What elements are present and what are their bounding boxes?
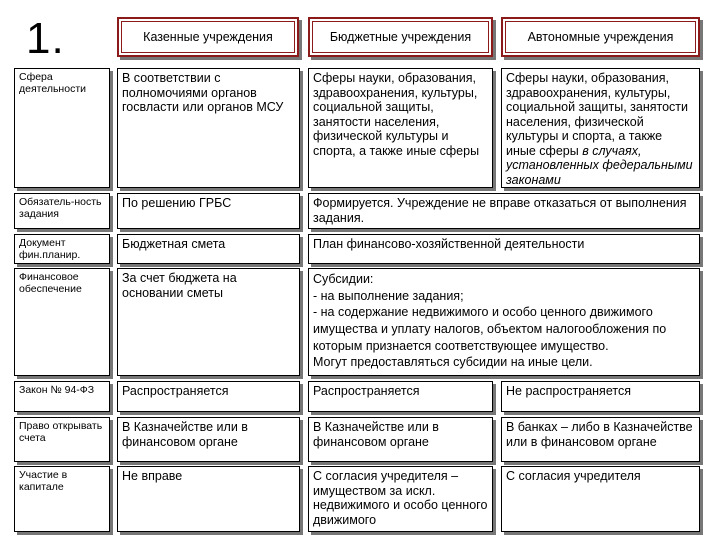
row-label-pravo: Право открывать счета (14, 417, 110, 462)
cell-zakon-avtonomnye: Не распространяется (501, 381, 700, 412)
row-label-dokument: Документ фин.планир. (14, 234, 110, 264)
row-label-zakon: Закон № 94-ФЗ (14, 381, 110, 412)
cell-finansovoe-byudzhetnye-avtonomnye (308, 268, 700, 376)
cell-pravo-byudzhetnye: В Казначействе или в финансовом органе (308, 417, 493, 462)
cell-sfera-avtonomnye-text: Сферы науки, образования, здравоохранения, культуры, социальной защиты, занятости населения, физической культуры и спорта, а также иные сферы (506, 71, 689, 158)
cell-uchastie-avtonomnye: С согласия учредителя (501, 466, 700, 532)
row-label-zadanie: Обязатель-ность задания (14, 193, 110, 229)
row-label-sfera: Сфера деятельности (14, 68, 110, 188)
header-byudzhetnye (308, 17, 493, 57)
header-avtonomnye (501, 17, 700, 57)
cell-uchastie-byudzhetnye: С согласия учредителя – имуществом за искл. недвижимого и особо ценного движимого (308, 466, 493, 532)
cell-zakon-kazennye: Распространяется (117, 381, 300, 412)
finansovoe-line-4: Могут предоставляться субсидии на иные цели. (313, 355, 593, 370)
cell-sfera-kazennye: В соответствии с полномочиями органов госвласти или органов МСУ (117, 68, 300, 188)
header-kazennye (117, 17, 299, 57)
header-avtonomnye-text: Автономные учреждения (527, 29, 674, 44)
cell-zakon-byudzhetnye: Распространяется (308, 381, 493, 412)
header-kazennye-text: Казенные учреждения (143, 29, 273, 44)
slide-number: 1. (26, 14, 65, 63)
cell-sfera-byudzhetnye: Сферы науки, образования, здравоохранения, культуры, социальной защиты, занятости населения, физической культуры и спорта, а также иные сферы (308, 68, 493, 188)
header-byudzhetnye-text: Бюджетные учреждения (329, 29, 472, 44)
cell-zadanie-byudzhetnye-avtonomnye: Формируется. Учреждение не вправе отказаться от выполнения задания. (308, 193, 700, 229)
finansovoe-line-3: - на содержание недвижимого и особо ценного движимого имущества и уплату налогов, объектом налогообложения по которым признается соответствующее имущество. (313, 305, 667, 353)
cell-pravo-kazennye: В Казначействе или в финансовом органе (117, 417, 300, 462)
finansovoe-line-1: Субсидии: (313, 272, 374, 286)
cell-finansovoe-kazennye: За счет бюджета на основании сметы (117, 268, 300, 376)
finansovoe-line-2: - на выполнение задания; (313, 288, 464, 303)
cell-dokument-byudzhetnye-avtonomnye: План финансово-хозяйственной деятельности (308, 234, 700, 264)
cell-uchastie-kazennye: Не вправе (117, 466, 300, 532)
cell-dokument-kazennye: Бюджетная смета (117, 234, 300, 264)
cell-zadanie-kazennye: По решению ГРБС (117, 193, 300, 229)
row-label-finansovoe: Финансовое обеспечение (14, 268, 110, 376)
cell-sfera-avtonomnye-italic: в случаях, установленных федеральными законами (506, 143, 693, 187)
row-label-uchastie: Участие в капитале (14, 466, 110, 532)
cell-pravo-avtonomnye: В банках – либо в Казначействе или в финансовом органе (501, 417, 700, 462)
cell-sfera-avtonomnye (501, 68, 700, 188)
